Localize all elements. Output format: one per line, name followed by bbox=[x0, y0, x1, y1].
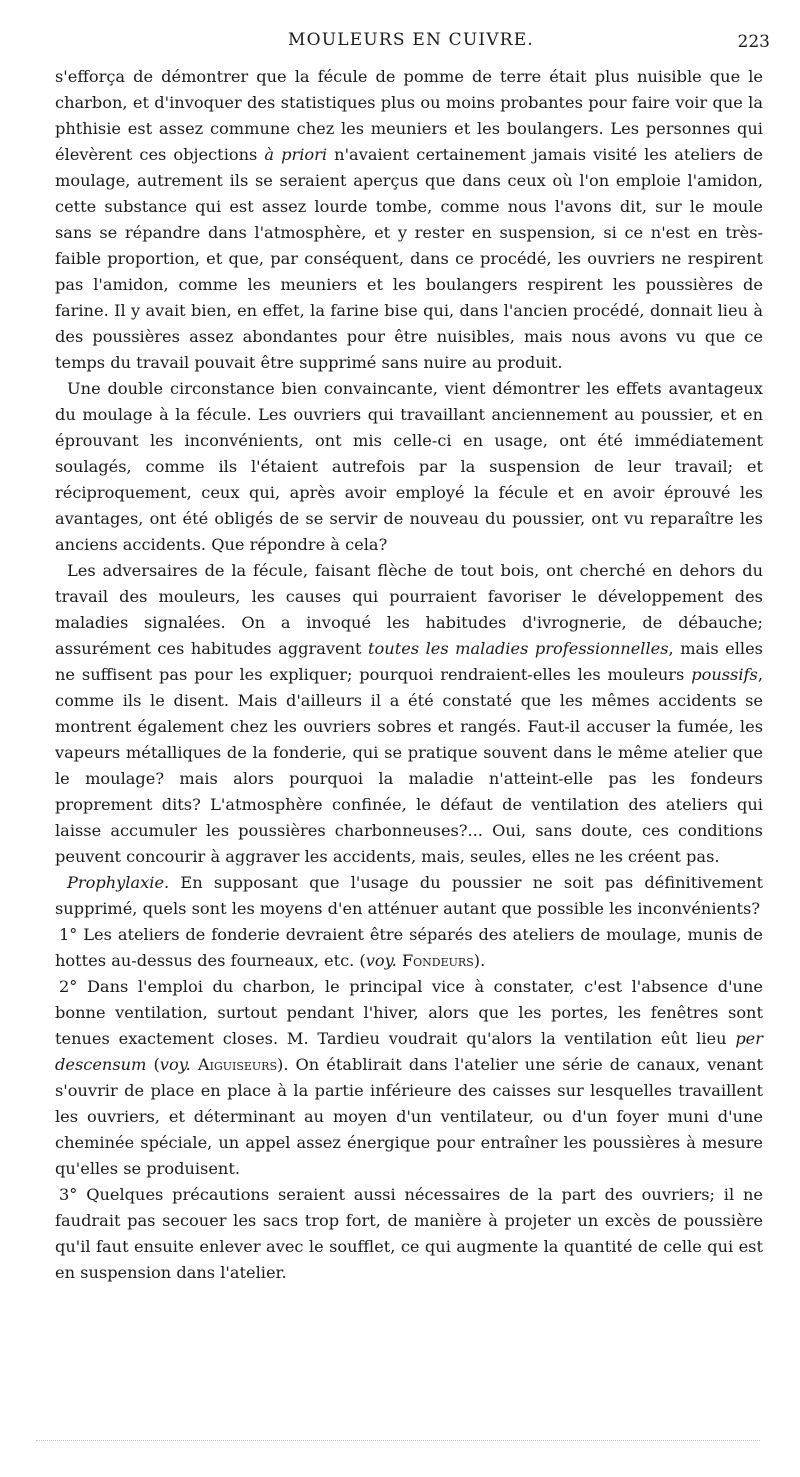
text-segment: Les adversaires de la fécule, faisant flèche de tout bois, ont cherché en dehors du travail des mouleurs, les causes qui pourraient favoriser le développement des maladies signalées. On a invoqué les habitudes d'ivrognerie, de débauche; assurément ces habitudes aggravent bbox=[55, 561, 763, 658]
paragraph bbox=[55, 64, 763, 376]
text-segment: à priori bbox=[264, 145, 328, 164]
paragraph bbox=[55, 558, 763, 870]
paragraph bbox=[55, 922, 763, 974]
text-segment: 2° Dans l'emploi du charbon, le principal vice à constater, c'est l'absence d'une bonne ventilation, surtout pendant l'hiver, alors que les portes, les fenêtres sont tenues exactement closes. M. Tardieu voudrait qu'alors la ventilation eût lieu bbox=[55, 977, 763, 1048]
text-segment: , comme ils le disent. Mais d'ailleurs il a été constaté que les mêmes accidents se montrent également chez les ouvriers sobres et rangés. Faut-il accuser la fumée, les vapeurs métalliques de la fonderie, qui se pratique souvent dans le même atelier que le moulage? mais alors pourquoi la maladie n'atteint-elle pas les fondeurs proprement dits? L'atmosphère confinée, le défaut de ventilation des ateliers qui laisse accumuler les poussières charbonneuses?... Oui, sans doute, ces conditions peuvent concourir à aggraver les accidents, mais, seules, elles ne les créent pas. bbox=[55, 665, 763, 866]
text-segment: Prophylaxie. bbox=[67, 873, 170, 892]
text-segment: per descensum bbox=[55, 1029, 763, 1074]
text-segment: ). bbox=[473, 951, 486, 970]
running-title: MOULEURS EN CUIVRE. bbox=[288, 30, 534, 50]
text-segment: En supposant que l'usage du poussier ne soit pas définitivement supprimé, quels sont les moyens d'en atténuer autant que possible les inconvénients? bbox=[55, 873, 763, 918]
text-segment: , mais elles ne suffisent pas pour les expliquer; pourquoi rendraient-elles les mouleurs bbox=[55, 639, 763, 684]
text-segment: Une double circonstance bien convaincante, vient démontrer les effets avantageux du moulage à la fécule. Les ouvriers qui travaillant anciennement au poussier, et en éprouvant les inconvénients, ont mis celle-ci en usage, ont été immédiatement soulagés, comme ils l'étaient autrefois par la suspension de leur travail; et réciproquement, ceux qui, après avoir employé la fécule et en avoir éprouvé les avantages, ont été obligés de se servir de nouveau du poussier, ont vu reparaître les anciens accidents. Que répondre à cela? bbox=[55, 379, 763, 554]
page-number: 223 bbox=[737, 32, 770, 52]
paragraph bbox=[55, 376, 763, 558]
text-segment: toutes les maladies professionnelles bbox=[368, 639, 669, 658]
text-segment: voy. bbox=[365, 951, 397, 970]
text-segment: voy. bbox=[159, 1055, 191, 1074]
text-segment: ). On établirait dans l'atelier une série de canaux, venant s'ouvrir de place en place à la partie inférieure des caisses sur lesquelles travaillent les ouvriers, et déterminant au moyen d'un ventilateur, ou d'un foyer muni d'une cheminée spéciale, un appel assez énergique pour entraîner les poussières à mesure qu'elles se produisent. bbox=[55, 1055, 764, 1178]
text-segment bbox=[191, 1055, 198, 1074]
text-segment: 1° Les ateliers de fonderie devraient être séparés des ateliers de moulage, munis de hottes au-dessus des fourneaux, etc. ( bbox=[55, 925, 763, 970]
text-segment: poussifs bbox=[691, 665, 758, 684]
text-segment: 3° Quelques précautions seraient aussi nécessaires de la part des ouvriers; il ne faudrait pas secouer les sacs trop fort, de manière à projeter un excès de poussière qu'il faut ensuite enlever avec le soufflet, ce qui augmente la quantité de celle qui est en suspension dans l'atelier. bbox=[55, 1185, 763, 1282]
paragraph bbox=[55, 870, 763, 922]
text-segment: Fondeurs bbox=[401, 951, 474, 970]
footer-rule bbox=[36, 1440, 760, 1441]
body-text bbox=[55, 64, 763, 1286]
text-segment: Aiguiseurs bbox=[197, 1055, 277, 1074]
text-segment: ( bbox=[146, 1055, 160, 1074]
text-segment: n'avaient certainement jamais visité les ateliers de moulage, autrement ils se seraient aperçus que dans ceux où l'on emploie l'amidon, cette substance qui est assez lourde tombe, comme nous l'avons dit, sur le moule sans se répandre dans l'atmosphère, et y rester en suspension, si ce n'est en très-faible proportion, et que, par conséquent, dans ce procédé, les ouvriers ne respirent pas l'amidon, comme les meuniers et les boulangers respirent les poussières de farine. Il y avait bien, en effet, la farine bise qui, dans l'ancien procédé, donnait lieu à des poussières assez abondantes pour être nuisibles, mais nous avons vu que ce temps du travail pouvait être supprimé sans nuire au produit. bbox=[55, 145, 763, 372]
paragraph bbox=[55, 1182, 763, 1286]
page-header bbox=[52, 30, 770, 54]
paragraph bbox=[55, 974, 763, 1182]
text-segment: s'efforça de démontrer que la fécule de pomme de terre était plus nuisible que le charbon, et d'invoquer des statistiques plus ou moins probantes pour faire voir que la phthisie est assez commune chez les meuniers et les boulangers. Les personnes qui élevèrent ces objections bbox=[55, 67, 763, 164]
